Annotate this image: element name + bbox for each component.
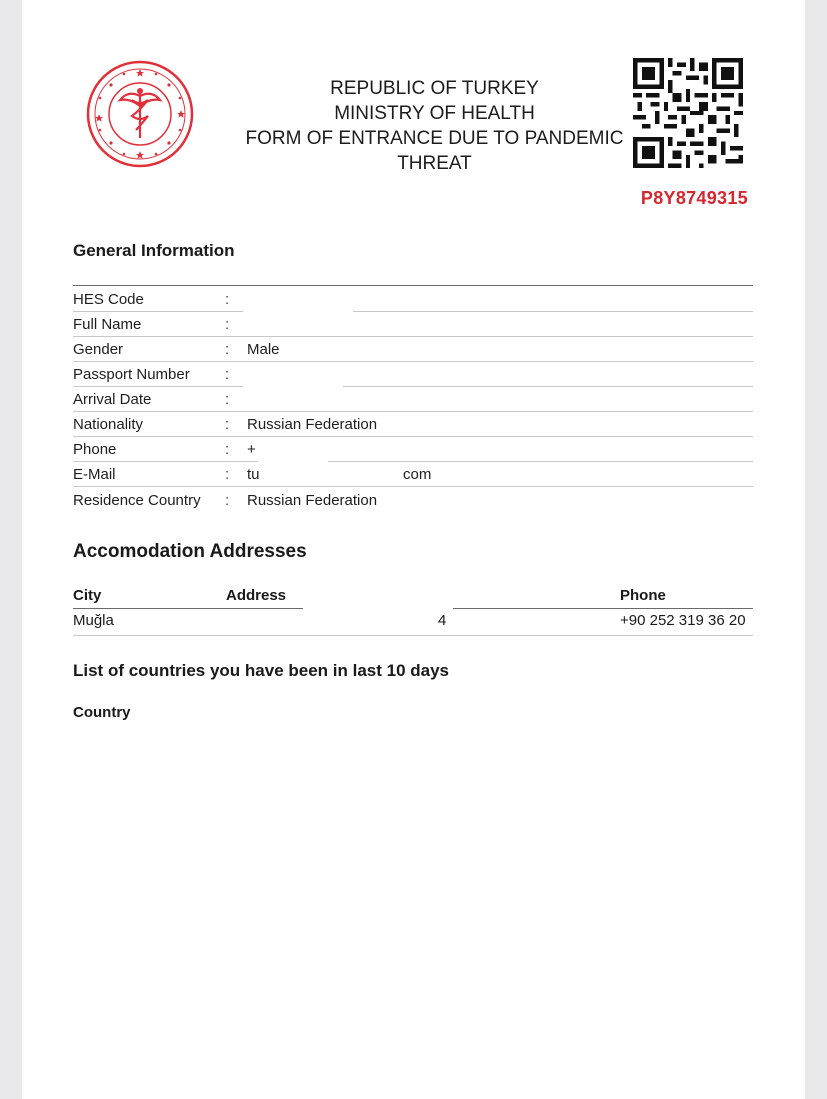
field-label: Full Name bbox=[73, 316, 142, 333]
table-row bbox=[73, 610, 753, 632]
field-value: + bbox=[247, 441, 256, 458]
title-line: MINISTRY OF HEALTH bbox=[334, 103, 535, 124]
field-row-passport-number bbox=[73, 362, 753, 387]
form-title bbox=[212, 76, 657, 176]
reference-code: P8Y8749315 bbox=[640, 188, 748, 208]
ministry-seal-logo bbox=[86, 60, 194, 168]
country-column-header: Country bbox=[73, 704, 131, 721]
field-label: Passport Number bbox=[73, 366, 190, 383]
colon-separator: : bbox=[225, 366, 230, 383]
field-label: HES Code bbox=[73, 291, 144, 308]
column-header-address: Address bbox=[226, 587, 287, 604]
field-value: Russian Federation bbox=[247, 416, 378, 433]
section-divider bbox=[73, 285, 753, 286]
field-label: Arrival Date bbox=[73, 391, 152, 408]
field-row-phone bbox=[73, 437, 753, 462]
colon-separator: : bbox=[225, 441, 230, 458]
accommodation-heading: Accomodation Addresses bbox=[73, 541, 307, 562]
column-header-phone: Phone bbox=[620, 587, 666, 604]
title-line: FORM OF ENTRANCE DUE TO PANDEMIC bbox=[245, 128, 624, 149]
field-row-nationality bbox=[73, 412, 753, 437]
field-label: E-Mail bbox=[73, 466, 116, 483]
colon-separator: : bbox=[225, 316, 230, 333]
cell-address-number: 4 bbox=[438, 612, 447, 629]
field-row-arrival-date bbox=[73, 387, 753, 412]
field-label: Gender bbox=[73, 341, 124, 358]
document-page bbox=[22, 0, 805, 1099]
column-header-city: City bbox=[73, 587, 102, 604]
field-row-email bbox=[73, 462, 753, 487]
accommodation-table-header bbox=[73, 585, 753, 607]
row-divider bbox=[73, 486, 753, 487]
email-domain-fragment: com bbox=[403, 466, 432, 483]
colon-separator: : bbox=[225, 291, 230, 308]
field-value: Male bbox=[247, 341, 280, 358]
colon-separator: : bbox=[225, 416, 230, 433]
field-row-full-name bbox=[73, 312, 753, 337]
countries-heading: List of countries you have been in last 10 days bbox=[73, 661, 450, 680]
field-row-residence-country bbox=[73, 488, 753, 513]
general-information-heading: General Information bbox=[73, 241, 235, 260]
field-label: Nationality bbox=[73, 416, 144, 433]
cell-phone: +90 252 319 36 20 bbox=[620, 612, 746, 629]
field-value: Russian Federation bbox=[247, 492, 378, 509]
cell-city: Muğla bbox=[73, 612, 114, 629]
field-label: Residence Country bbox=[73, 492, 201, 509]
row-divider bbox=[73, 635, 753, 636]
title-line: THREAT bbox=[397, 153, 472, 174]
field-value: tu bbox=[247, 466, 260, 483]
title-line: REPUBLIC OF TURKEY bbox=[330, 78, 539, 99]
colon-separator: : bbox=[225, 492, 230, 509]
field-row-gender bbox=[73, 337, 753, 362]
colon-separator: : bbox=[225, 466, 230, 483]
field-label: Phone bbox=[73, 441, 117, 458]
qr-code bbox=[633, 58, 743, 168]
colon-separator: : bbox=[225, 391, 230, 408]
field-row-hes-code bbox=[73, 287, 753, 312]
colon-separator: : bbox=[225, 341, 230, 358]
